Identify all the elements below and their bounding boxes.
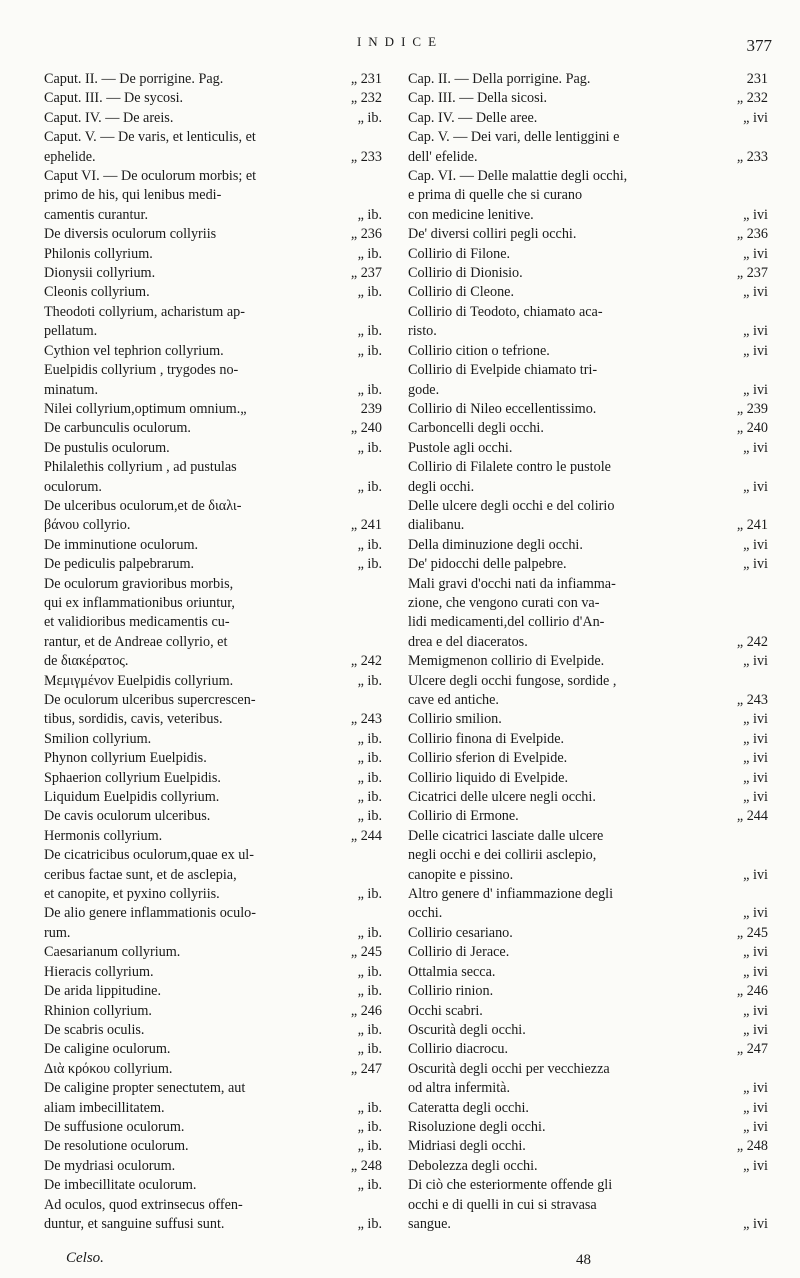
page-reference: „ ib.: [357, 983, 382, 1000]
entry-line: de διακέρατος.: [44, 653, 129, 670]
page-reference: „ ivi: [743, 944, 768, 961]
page-reference: „ ib.: [357, 886, 382, 903]
entry-line: Midriasi degli occhi.: [408, 1138, 526, 1155]
italian-index-entry: [408, 245, 768, 264]
entry-line: Euelpidis collyrium , trygodes no-: [44, 362, 239, 379]
italian-index-entry: [408, 710, 768, 729]
page-reference: „ ib.: [357, 730, 382, 747]
page-reference: „ ivi: [743, 1118, 768, 1135]
entry-line: De arida lippitudine.: [44, 983, 162, 1000]
entry-line: Della diminuzione degli occhi.: [408, 536, 583, 553]
italian-index-entry: [408, 1157, 768, 1176]
page-reference: „ ib.: [357, 381, 382, 398]
entry-line: Collirio sferion di Evelpide.: [408, 750, 568, 767]
entry-line: Occhi scabri.: [408, 1002, 483, 1019]
italian-index-entry: [408, 458, 768, 497]
page-reference: „ ivi: [743, 536, 768, 553]
page-reference: „ ib.: [357, 342, 382, 359]
latin-index-column: [44, 70, 382, 1234]
page-reference: „ ib.: [357, 1099, 382, 1116]
latin-index-entry: [44, 458, 382, 497]
entry-line: Hermonis collyrium.: [44, 827, 163, 844]
italian-index-entry: [408, 672, 768, 711]
entry-line: Collirio di Filone.: [408, 245, 511, 262]
page-reference: „ ib.: [357, 789, 382, 806]
latin-index-entry: [44, 1079, 382, 1118]
entry-line: canopite e pissino.: [408, 866, 514, 883]
page-reference: „ 240: [350, 420, 382, 437]
latin-index-entry: [44, 982, 382, 1001]
entry-line: Caesarianum collyrium.: [44, 944, 181, 961]
page-reference: „ ib.: [357, 963, 382, 980]
entry-line: Collirio cition o tefrione.: [408, 342, 550, 359]
entry-line: Ottalmia secca.: [408, 963, 496, 980]
page-reference: „ 236: [350, 226, 382, 243]
entry-line: con medicine lenitive.: [408, 206, 534, 223]
italian-index-entry: [408, 128, 768, 167]
italian-index-entry: [408, 788, 768, 807]
page-reference: „ ib.: [357, 808, 382, 825]
entry-line: De' diversi colliri pegli occhi.: [408, 226, 577, 243]
page-reference: „ ib.: [357, 556, 382, 573]
latin-index-entry: [44, 1157, 382, 1176]
page-reference: 239: [360, 400, 382, 417]
entry-line: Nilei collyrium,optimum omnium.„: [44, 400, 247, 417]
entry-line: Pustole agli occhi.: [408, 439, 513, 456]
page-reference: „ ib.: [357, 1041, 382, 1058]
italian-index-entry: [408, 885, 768, 924]
latin-index-entry: [44, 439, 382, 458]
latin-index-entry: [44, 536, 382, 555]
entry-line: Caput. V. — De varis, et lenticulis, et: [44, 129, 256, 146]
page-reference: „ 248: [736, 1138, 768, 1155]
latin-index-entry: [44, 904, 382, 943]
italian-index-entry: [408, 749, 768, 768]
italian-index-entry: [408, 1176, 768, 1234]
italian-index-entry: [408, 283, 768, 302]
entry-line: De cicatricibus oculorum,quae ex ul-: [44, 847, 254, 864]
italian-index-entry: [408, 70, 768, 89]
italian-index-entry: [408, 769, 768, 788]
entry-line: lidi medicamenti,del collirio d'An-: [408, 614, 605, 631]
latin-index-entry: [44, 1176, 382, 1195]
page-reference: „ ib.: [357, 1177, 382, 1194]
entry-line: De alio genere inflammationis oculo-: [44, 905, 256, 922]
entry-line: Collirio di Evelpide chiamato tri-: [408, 362, 598, 379]
latin-index-entry: [44, 1021, 382, 1040]
entry-line: duntur, et sanguine suffusi sunt.: [44, 1215, 225, 1232]
italian-index-entry: [408, 982, 768, 1001]
latin-index-entry: [44, 400, 382, 419]
page-reference: „ ivi: [743, 711, 768, 728]
entry-line: Carboncelli degli occhi.: [408, 420, 544, 437]
page-reference: „ ib.: [357, 323, 382, 340]
italian-index-entry: [408, 943, 768, 962]
entry-line: Smilion collyrium.: [44, 730, 152, 747]
entry-line: dialibanu.: [408, 517, 465, 534]
page-reference: „ 232: [736, 90, 768, 107]
page-reference: „ ivi: [743, 245, 768, 262]
entry-line: Oscurità degli occhi per vecchiezza: [408, 1060, 610, 1077]
italian-index-entry: [408, 303, 768, 342]
entry-line: De imbecillitate oculorum.: [44, 1177, 197, 1194]
latin-index-entry: [44, 1196, 382, 1235]
page-reference: „ 242: [736, 633, 768, 650]
italian-index-entry: [408, 439, 768, 458]
latin-index-entry: [44, 497, 382, 536]
entry-line: minatum.: [44, 381, 98, 398]
latin-index-entry: [44, 1118, 382, 1137]
italian-index-entry: [408, 827, 768, 885]
latin-index-entry: [44, 264, 382, 283]
page-number: 377: [746, 36, 772, 55]
page-reference: 231: [746, 71, 768, 87]
page-reference: „ ivi: [743, 789, 768, 806]
latin-index-entry: [44, 361, 382, 400]
italian-index-entry: [408, 575, 768, 653]
entry-line: e prima di quelle che si curano: [408, 187, 583, 204]
entry-line: Cap. IV. — Delle aree.: [408, 109, 538, 126]
italian-index-entry: [408, 1040, 768, 1059]
entry-line: Collirio di Ermone.: [408, 808, 519, 825]
latin-index-entry: [44, 672, 382, 691]
italian-index-entry: [408, 1060, 768, 1099]
entry-line: Cateratta degli occhi.: [408, 1099, 529, 1116]
page-reference: „ 243: [736, 692, 768, 708]
page-reference: „ 246: [350, 1002, 382, 1019]
entry-line: gode.: [408, 381, 440, 398]
entry-line: camentis curantur.: [44, 206, 149, 223]
italian-index-entry: [408, 807, 768, 826]
running-footer-title: Celso.: [66, 1250, 104, 1266]
italian-index-entry: [408, 400, 768, 419]
entry-line: Collirio di Nileo eccellentissimo.: [408, 400, 597, 417]
entry-line: Sphaerion collyrium Euelpidis.: [44, 769, 221, 786]
page-reference: „ ivi: [743, 1021, 768, 1038]
entry-line: Caput. II. — De porrigine. Pag.: [44, 71, 224, 87]
page-reference: „ ivi: [743, 439, 768, 456]
page-reference: „ 233: [350, 148, 382, 165]
italian-index-entry: [408, 497, 768, 536]
entry-line: sangue.: [408, 1215, 451, 1232]
entry-line: et validioribus medicamentis cu-: [44, 614, 230, 631]
latin-index-entry: [44, 749, 382, 768]
entry-line: Collirio di Cleone.: [408, 284, 515, 301]
page-reference: „ ivi: [743, 342, 768, 359]
page-reference: „ ib.: [357, 284, 382, 301]
entry-line: Cap. V. — Dei vari, delle lentiggini e: [408, 129, 620, 146]
latin-index-entry: [44, 1002, 382, 1021]
entry-line: oculorum.: [44, 478, 102, 495]
entry-line: occhi.: [408, 905, 443, 922]
page-reference: „ ivi: [743, 769, 768, 786]
entry-line: Collirio rinion.: [408, 983, 494, 1000]
italian-index-entry: [408, 1002, 768, 1021]
page-reference: „ 241: [350, 517, 382, 534]
page-reference: „ 237: [350, 265, 382, 282]
entry-line: De oculorum gravioribus morbis,: [44, 575, 234, 592]
italian-index-entry: [408, 89, 768, 108]
page-reference: „ 241: [736, 517, 768, 534]
page-reference: „ ivi: [743, 730, 768, 747]
entry-line: Caput VI. — De oculorum morbis; et: [44, 168, 257, 185]
entry-line: Rhinion collyrium.: [44, 1002, 152, 1019]
page-reference: „ 248: [350, 1157, 382, 1174]
entry-line: Cap. VI. — Delle malattie degli occhi,: [408, 168, 628, 185]
page-reference: „ ib.: [357, 1138, 382, 1155]
entry-line: cave ed antiche.: [408, 692, 499, 708]
entry-line: Collirio smilion.: [408, 711, 502, 728]
entry-line: De ulceribus oculorum,et de διαλι-: [44, 497, 242, 514]
running-header: INDICE: [356, 34, 444, 49]
entry-line: Collirio di Dionisio.: [408, 265, 523, 282]
entry-line: et canopite, et pyxino collyriis.: [44, 886, 220, 903]
entry-line: Διὰ κρόκου collyrium.: [44, 1060, 173, 1077]
latin-index-entry: [44, 846, 382, 904]
entry-line: Mali gravi d'occhi nati da infiamma-: [408, 575, 616, 592]
entry-line: De pustulis oculorum.: [44, 439, 170, 456]
latin-index-entry: [44, 89, 382, 108]
italian-index-entry: [408, 419, 768, 438]
italian-index-entry: [408, 963, 768, 982]
entry-line: Oscurità degli occhi.: [408, 1021, 526, 1038]
entry-line: Cythion vel tephrion collyrium.: [44, 342, 224, 359]
page-reference: „ ivi: [743, 905, 768, 922]
italian-index-entry: [408, 1118, 768, 1137]
italian-index-entry: [408, 342, 768, 361]
entry-line: Collirio liquido di Evelpide.: [408, 769, 568, 786]
entry-line: De caligine oculorum.: [44, 1041, 171, 1058]
latin-index-entry: [44, 807, 382, 826]
page-reference: „ ib.: [357, 245, 382, 262]
entry-line: De resolutione oculorum.: [44, 1138, 189, 1155]
latin-index-entry: [44, 283, 382, 302]
page-reference: „ ivi: [743, 866, 768, 883]
entry-line: Cap. III. — Della sicosi.: [408, 90, 548, 107]
page-reference: „ ivi: [743, 1099, 768, 1116]
latin-index-entry: [44, 555, 382, 574]
entry-line: Delle cicatrici lasciate dalle ulcere: [408, 827, 604, 844]
entry-line: occhi e di quelli in cui si stravasa: [408, 1196, 597, 1213]
page-reference: „ ivi: [743, 1080, 768, 1097]
latin-index-entry: [44, 419, 382, 438]
italian-index-entry: [408, 264, 768, 283]
latin-index-entry: [44, 128, 382, 167]
entry-line: Delle ulcere degli occhi e del colirio: [408, 497, 615, 514]
entry-line: De suffusione oculorum.: [44, 1118, 185, 1135]
page-reference: „ ib.: [357, 206, 382, 223]
latin-index-entry: [44, 109, 382, 128]
latin-index-entry: [44, 245, 382, 264]
page-reference: „ ib.: [357, 109, 382, 126]
page-reference: „ ivi: [743, 109, 768, 126]
entry-line: dell' efelide.: [408, 148, 478, 165]
page-reference: „ ivi: [743, 381, 768, 398]
entry-line: De diversis oculorum collyriis: [44, 226, 217, 243]
italian-index-entry: [408, 730, 768, 749]
entry-line: degli occhi.: [408, 478, 475, 495]
page-reference: „ ivi: [743, 478, 768, 495]
latin-index-entry: [44, 963, 382, 982]
entry-line: Caput. III. — De sycosi.: [44, 90, 184, 107]
entry-line: primo de his, qui lenibus medi-: [44, 187, 222, 204]
entry-line: aliam imbecillitatem.: [44, 1099, 165, 1116]
page-reference: „ ib.: [357, 439, 382, 456]
page-reference: „ 232: [350, 90, 382, 107]
italian-index-column: [408, 70, 768, 1234]
page-reference: „ ib.: [357, 1118, 382, 1135]
entry-line: rum.: [44, 924, 71, 941]
page-reference: „ ib.: [357, 478, 382, 495]
entry-line: Philonis collyrium.: [44, 245, 153, 262]
entry-line: negli occhi e dei collirii asclepio,: [408, 847, 597, 864]
italian-index-entry: [408, 1021, 768, 1040]
latin-index-entry: [44, 70, 382, 89]
italian-index-entry: [408, 536, 768, 555]
latin-index-entry: [44, 943, 382, 962]
entry-line: Cleonis collyrium.: [44, 284, 150, 301]
entry-line: βάνου collyrio.: [44, 517, 131, 534]
page-reference: „ ib.: [357, 769, 382, 786]
latin-index-entry: [44, 691, 382, 730]
entry-line: Μεμιγμένον Euelpidis collyrium.: [44, 672, 234, 689]
page-reference: „ ivi: [743, 323, 768, 340]
entry-line: De cavis oculorum ulceribus.: [44, 808, 211, 825]
entry-line: Collirio finona di Evelpide.: [408, 730, 565, 747]
page-reference: „ ivi: [743, 284, 768, 301]
page-reference: „ 244: [350, 827, 382, 844]
page-reference: „ ib.: [357, 750, 382, 767]
entry-line: Hieracis collyrium.: [44, 963, 154, 980]
italian-index-entry: [408, 167, 768, 225]
entry-line: Theodoti collyrium, acharistum ap-: [44, 303, 245, 320]
latin-index-entry: [44, 225, 382, 244]
entry-line: Risoluzione degli occhi.: [408, 1118, 546, 1135]
entry-line: Altro genere d' infiammazione degli: [408, 886, 614, 903]
entry-line: rantur, et de Andreae collyrio, et: [44, 633, 228, 650]
italian-index-entry: [408, 1137, 768, 1156]
italian-index-entry: [408, 1099, 768, 1118]
page-reference: „ ib.: [357, 1021, 382, 1038]
page-reference: „ 236: [736, 226, 768, 243]
entry-line: De caligine propter senectutem, aut: [44, 1080, 246, 1097]
signature-mark: 48: [576, 1252, 591, 1268]
entry-line: Collirio diacrocu.: [408, 1041, 509, 1058]
entry-line: drea e del diaceratos.: [408, 633, 528, 650]
page-reference: „ ivi: [743, 653, 768, 670]
latin-index-entry: [44, 575, 382, 672]
entry-line: risto.: [408, 323, 437, 340]
page-reference: „ 233: [736, 148, 768, 165]
entry-line: De oculorum ulceribus supercrescen-: [44, 692, 256, 708]
page-reference: „ ivi: [743, 750, 768, 767]
entry-line: ceribus factae sunt, et de asclepia,: [44, 866, 237, 883]
latin-index-entry: [44, 342, 382, 361]
italian-index-entry: [408, 555, 768, 574]
entry-line: Cap. II. — Della porrigine. Pag.: [408, 71, 591, 87]
page-reference: „ ib.: [357, 672, 382, 689]
entry-line: qui ex inflammationibus oriuntur,: [44, 594, 235, 611]
italian-index-entry: [408, 225, 768, 244]
entry-line: Di ciò che esteriormente offende gli: [408, 1177, 613, 1194]
entry-line: Ad oculos, quod extrinsecus offen-: [44, 1196, 243, 1213]
entry-line: Liquidum Euelpidis collyrium.: [44, 789, 220, 806]
page-reference: „ ivi: [743, 206, 768, 223]
latin-index-entry: [44, 303, 382, 342]
entry-line: od altra infermità.: [408, 1080, 511, 1097]
page-reference: „ ivi: [743, 963, 768, 980]
entry-line: Phynon collyrium Euelpidis.: [44, 750, 207, 767]
latin-index-entry: [44, 769, 382, 788]
page-reference: „ 244: [736, 808, 768, 825]
page-reference: „ 245: [736, 924, 768, 941]
latin-index-entry: [44, 1060, 382, 1079]
page-reference: „ 242: [350, 653, 382, 670]
entry-line: Dionysii collyrium.: [44, 265, 156, 282]
entry-line: pellatum.: [44, 323, 98, 340]
italian-index-entry: [408, 924, 768, 943]
entry-line: De pediculis palpebrarum.: [44, 556, 195, 573]
page-reference: „ ivi: [743, 556, 768, 573]
italian-index-entry: [408, 361, 768, 400]
latin-index-entry: [44, 788, 382, 807]
entry-line: Philalethis collyrium , ad pustulas: [44, 459, 237, 476]
entry-line: Collirio di Jerace.: [408, 944, 510, 961]
page-reference: „ 245: [350, 944, 382, 961]
page-reference: „ 240: [736, 420, 768, 437]
latin-index-entry: [44, 167, 382, 225]
entry-line: De mydriasi oculorum.: [44, 1157, 176, 1174]
entry-line: Collirio di Teodoto, chiamato aca-: [408, 303, 603, 320]
page-reference: „ ib.: [357, 924, 382, 941]
entry-line: Collirio cesariano.: [408, 924, 513, 941]
entry-line: Cicatrici delle ulcere negli occhi.: [408, 789, 596, 806]
page-reference: „ ivi: [743, 1215, 768, 1232]
page-reference: „ 237: [736, 265, 768, 282]
entry-line: Collirio di Filalete contro le pustole: [408, 459, 611, 476]
page-reference: „ ib.: [357, 1215, 382, 1232]
entry-line: De carbunculis oculorum.: [44, 420, 191, 437]
entry-line: De' pidocchi delle palpebre.: [408, 556, 567, 573]
entry-line: Caput. IV. — De areis.: [44, 109, 174, 126]
latin-index-entry: [44, 1137, 382, 1156]
entry-line: Memigmenon collirio di Evelpide.: [408, 653, 605, 670]
latin-index-entry: [44, 1040, 382, 1059]
latin-index-entry: [44, 730, 382, 749]
entry-line: Ulcere degli occhi fungose, sordide ,: [408, 672, 617, 689]
entry-line: tibus, sordidis, cavis, veteribus.: [44, 711, 223, 728]
entry-line: De scabris oculis.: [44, 1021, 145, 1038]
page-reference: „ 247: [350, 1060, 382, 1077]
page-reference: „ 231: [350, 71, 382, 87]
page-reference: „ 247: [736, 1041, 768, 1058]
italian-index-entry: [408, 652, 768, 671]
entry-line: zione, che vengono curati con va-: [408, 594, 600, 611]
entry-line: ephelide.: [44, 148, 96, 165]
page-reference: „ ivi: [743, 1157, 768, 1174]
page-reference: „ ib.: [357, 536, 382, 553]
page-reference: „ ivi: [743, 1002, 768, 1019]
italian-index-entry: [408, 109, 768, 128]
entry-line: Debolezza degli occhi.: [408, 1157, 538, 1174]
page-reference: „ 239: [736, 400, 768, 417]
page-reference: „ 243: [350, 711, 382, 728]
entry-line: De imminutione oculorum.: [44, 536, 199, 553]
latin-index-entry: [44, 827, 382, 846]
page-reference: „ 246: [736, 983, 768, 1000]
